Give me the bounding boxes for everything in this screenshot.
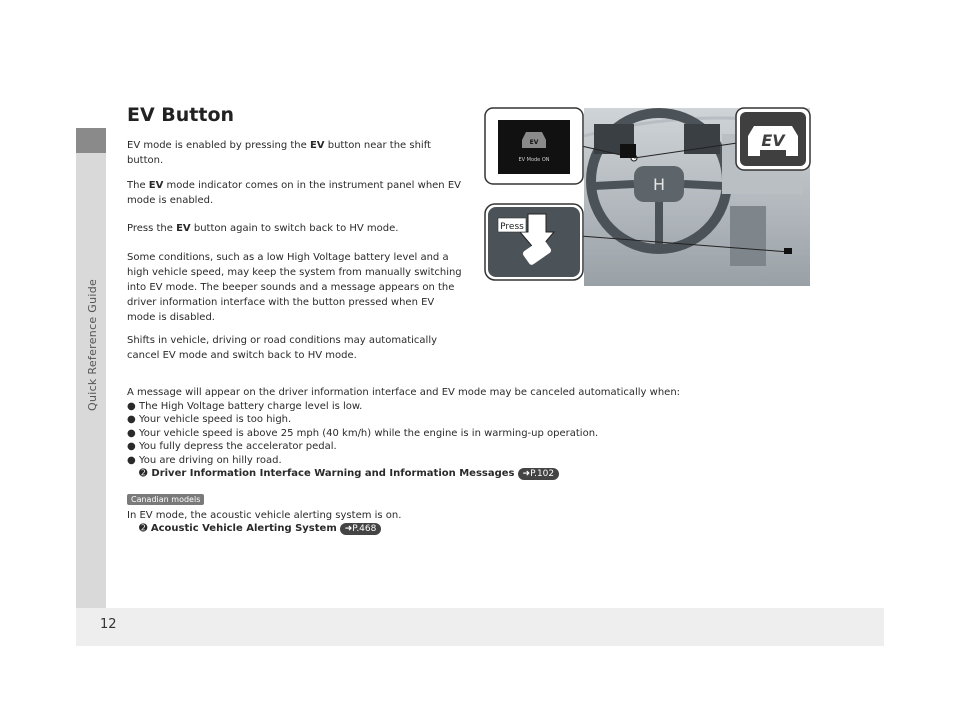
- message-intro: A message will appear on the driver information interface and EV mode may be canceled automatically when:: [127, 387, 681, 398]
- text: mode is disabled.: [127, 312, 215, 323]
- page-link-pill[interactable]: ➜P.102: [518, 468, 560, 480]
- sidebar-label-text: Quick Reference Guide: [86, 278, 99, 411]
- bullet-icon: ●: [127, 441, 136, 452]
- xref-arrow-icon: ➋: [139, 468, 148, 479]
- bullet-icon: ●: [127, 454, 136, 466]
- bullet-icon: ●: [127, 427, 136, 439]
- text: mode is enabled.: [127, 195, 214, 206]
- message-section: [127, 386, 680, 481]
- press-label: Press: [500, 222, 524, 232]
- page-ref: P.102: [530, 469, 555, 479]
- bullet-text: You are driving on hilly road.: [139, 454, 282, 466]
- bullet-text: You fully depress the accelerator pedal.: [139, 441, 337, 452]
- paragraph-4: [127, 250, 462, 325]
- list-item: [127, 454, 680, 468]
- screen-label: EV Mode ON: [518, 157, 550, 163]
- side-tab-marker: [76, 128, 106, 153]
- bullet-text: The High Voltage battery charge level is low.: [139, 400, 363, 412]
- canadian-models-badge: Canadian models: [127, 494, 204, 505]
- bullet-icon: ●: [127, 400, 136, 412]
- page-ref: P.468: [352, 524, 377, 534]
- list-item: [127, 440, 680, 454]
- bullet-icon: ●: [127, 414, 136, 425]
- list-item: [127, 413, 680, 427]
- xref-driver-info-messages[interactable]: [139, 467, 680, 481]
- ev-bold: EV: [148, 180, 164, 191]
- button-marker: [784, 248, 792, 254]
- text: button.: [127, 155, 164, 166]
- ev-bold: EV: [176, 223, 191, 234]
- bullet-text: Your vehicle speed is too high.: [139, 414, 292, 425]
- paragraph-1: [127, 138, 431, 168]
- xref-avas[interactable]: [139, 521, 381, 536]
- text: into EV mode. The beeper sounds and a message appears on the: [127, 282, 455, 293]
- bullet-text: Your vehicle speed is above 25 mph (40 km/h) while the engine is in warming-up operation.: [139, 427, 599, 439]
- page-title: EV Button: [127, 104, 235, 126]
- text: Press the: [127, 223, 177, 234]
- xref-text: Driver Information Interface Warning and Information Messages: [151, 468, 515, 479]
- text: Some conditions, such as a low High Voltage battery level and a: [127, 252, 449, 263]
- text: driver information interface with the button pressed when EV: [127, 297, 435, 308]
- text: button near the shift: [324, 140, 431, 151]
- text: mode indicator comes on in the instrument panel when EV: [163, 180, 461, 191]
- paragraph-2: [127, 178, 461, 208]
- svg-text:EV: EV: [529, 139, 539, 146]
- text: EV mode is enabled by pressing the: [127, 140, 310, 151]
- text: Shifts in vehicle, driving or road conditions may automatically: [127, 335, 438, 346]
- ev-icon-label: EV: [761, 131, 785, 150]
- paragraph-5: [127, 333, 437, 363]
- shift-panel: [730, 206, 766, 266]
- list-item: [127, 427, 680, 441]
- svg-text:H: H: [652, 175, 666, 194]
- xref-arrow-icon: ➋: [139, 523, 148, 534]
- page-number: 12: [100, 617, 117, 632]
- text: The: [127, 180, 149, 191]
- page-link-pill[interactable]: ➜P.468: [340, 523, 382, 535]
- canadian-text: In EV mode, the acoustic vehicle alerting system is on.: [127, 510, 402, 521]
- text: cancel EV mode and switch back to HV mode.: [127, 350, 357, 361]
- xref-text: Acoustic Vehicle Alerting System: [150, 523, 337, 534]
- indicator-marker: [620, 144, 636, 158]
- ev-button-figure: [484, 106, 812, 288]
- ev-bold: EV: [309, 140, 325, 151]
- paragraph-3: [127, 221, 398, 236]
- text: high vehicle speed, may keep the system from manually switching: [127, 267, 462, 278]
- text: button again to switch back to HV mode.: [190, 223, 399, 234]
- list-item: [127, 400, 680, 414]
